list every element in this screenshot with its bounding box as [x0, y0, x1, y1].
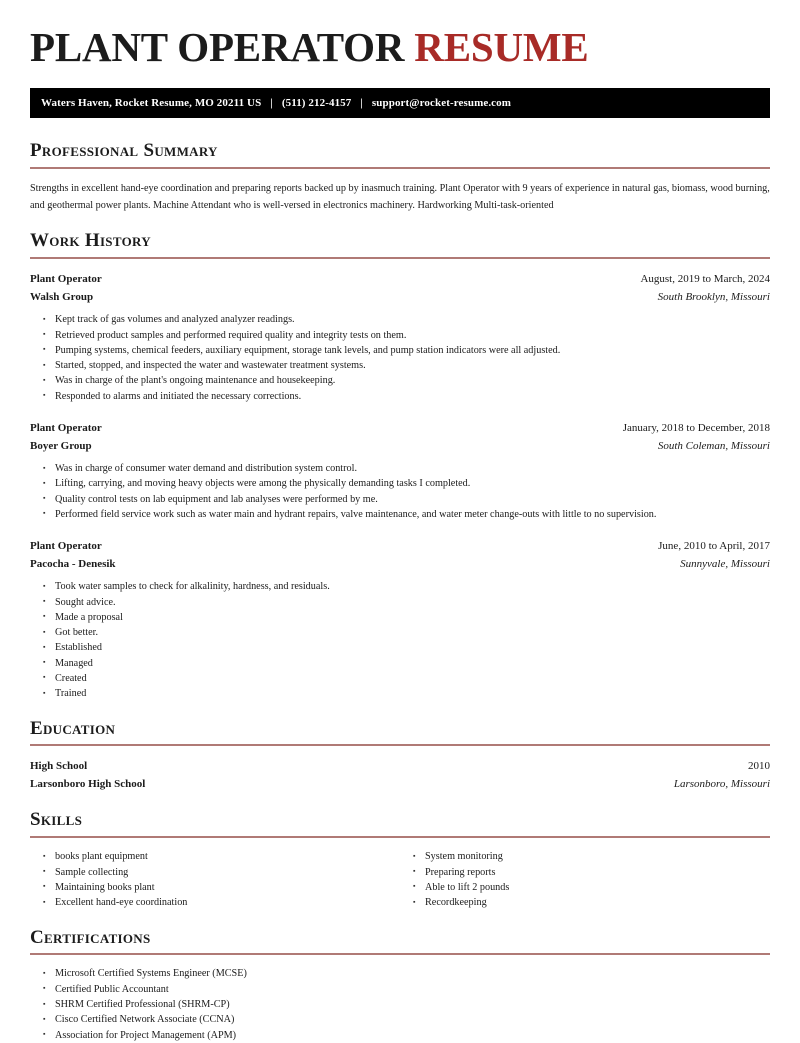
section-divider-skills	[30, 836, 770, 838]
spacer	[30, 702, 770, 719]
section-work-history	[30, 231, 770, 701]
list-item: ▪ Trained	[30, 686, 770, 701]
section-professional-summary	[30, 141, 770, 214]
list-item: ▪ Created	[30, 671, 770, 686]
work-entry	[30, 419, 770, 522]
job-title: Plant Operator	[30, 540, 102, 553]
list-item: ▪ Excellent hand-eye coordination	[30, 895, 400, 910]
education-year: 2010	[748, 760, 770, 773]
section-divider-summary	[30, 167, 770, 169]
education-school-row	[30, 775, 770, 793]
contact-address: Waters Haven, Rocket Resume, MO 20211 US	[41, 97, 262, 110]
summary-text: Strengths in excellent hand-eye coordination and preparing reports backed up by inasmuch training. Plant Operator with 9 years of experience in natural gas, biomass, wood burning, and geothermal power plants. Machine Attendant who is well-versed in electronics machinery. Hardworking Multi-task-oriented	[30, 183, 770, 212]
list-item: ▪ Performed field service work such as water main and hydrant repairs, valve maintenance, and water meter change-outs with little to no supervision.	[30, 507, 770, 522]
spacer	[30, 522, 770, 537]
contact-phone[interactable]: (511) 212-4157	[281, 97, 352, 110]
list-item: ▪ Sought advice.	[30, 595, 770, 610]
section-divider-education	[30, 744, 770, 746]
list-item: ▪ Made a proposal	[30, 610, 770, 625]
job-bullet-list	[30, 579, 770, 701]
list-item: ▪ books plant equipment	[30, 849, 400, 864]
spacer	[30, 793, 770, 810]
education-degree: High School	[30, 760, 88, 773]
work-entry-company-row	[30, 437, 770, 455]
section-divider-work-history	[30, 257, 770, 259]
list-item: ▪ Managed	[30, 656, 770, 671]
list-item: ▪ Recordkeeping	[400, 895, 770, 910]
section-skills	[30, 810, 770, 910]
list-item: ▪ Pumping systems, chemical feeders, auxiliary equipment, storage tank levels, and pump station indicators were all adjusted.	[30, 343, 770, 358]
education-location: Larsonboro, Missouri	[673, 778, 770, 791]
skills-list-left	[30, 849, 400, 910]
section-divider-certifications	[30, 953, 770, 955]
section-heading-education: Education	[30, 717, 116, 739]
list-item: ▪ Microsoft Certified Systems Engineer (MCSE)	[30, 966, 770, 981]
job-company: Pacocha - Denesik	[30, 558, 116, 571]
page-title	[30, 26, 770, 69]
contact-email[interactable]: support@rocket-resume.com	[371, 97, 512, 110]
list-item: ▪ Started, stopped, and inspected the water and wastewater treatment systems.	[30, 358, 770, 373]
work-entry	[30, 537, 770, 701]
title-role: PLANT OPERATOR	[30, 24, 405, 70]
list-item: ▪ Preparing reports	[400, 865, 770, 880]
skills-columns	[30, 849, 770, 910]
section-certifications	[30, 928, 770, 1043]
list-item: ▪ Retrieved product samples and performed required quality and integrity tests on them.	[30, 328, 770, 343]
title-accent: RESUME	[414, 24, 589, 70]
job-location: South Brooklyn, Missouri	[657, 291, 770, 304]
list-item: ▪ Was in charge of the plant's ongoing maintenance and housekeeping.	[30, 373, 770, 388]
list-item: ▪ Responded to alarms and initiated the necessary corrections.	[30, 389, 770, 404]
section-heading-summary: Professional Summary	[30, 140, 218, 162]
job-bullet-list	[30, 312, 770, 404]
section-education	[30, 719, 770, 794]
list-item: ▪ Was in charge of consumer water demand and distribution system control.	[30, 461, 770, 476]
list-item: ▪ Established	[30, 640, 770, 655]
education-entry	[30, 757, 770, 793]
spacer	[30, 214, 770, 231]
certifications-list	[30, 966, 770, 1042]
education-school: Larsonboro High School	[30, 778, 146, 791]
list-item: ▪ SHRM Certified Professional (SHRM-CP)	[30, 997, 770, 1012]
list-item: ▪ Able to lift 2 pounds	[400, 880, 770, 895]
list-item: ▪ System monitoring	[400, 849, 770, 864]
work-entry-title-row	[30, 419, 770, 437]
job-title: Plant Operator	[30, 422, 102, 435]
job-title: Plant Operator	[30, 273, 102, 286]
list-item: ▪ Kept track of gas volumes and analyzed analyzer readings.	[30, 312, 770, 327]
spacer	[30, 911, 770, 928]
list-item: ▪ Took water samples to check for alkalinity, hardness, and residuals.	[30, 579, 770, 594]
job-dates: June, 2010 to April, 2017	[658, 540, 770, 553]
work-entry-title-row	[30, 270, 770, 288]
contact-bar	[30, 88, 770, 118]
list-item: ▪ Cisco Certified Network Associate (CCNA)	[30, 1012, 770, 1027]
contact-separator-2: |	[360, 97, 363, 110]
section-heading-work-history: Work History	[30, 230, 151, 252]
list-item: ▪ Maintaining books plant	[30, 880, 400, 895]
list-item: ▪ Lifting, carrying, and moving heavy objects were among the physically demanding tasks I completed.	[30, 476, 770, 491]
section-heading-certifications: Certifications	[30, 926, 151, 948]
skills-column-right	[400, 849, 770, 910]
job-location: South Coleman, Missouri	[657, 440, 770, 453]
contact-separator-1: |	[270, 97, 273, 110]
section-heading-skills: Skills	[30, 809, 83, 831]
spacer	[30, 404, 770, 419]
job-dates: January, 2018 to December, 2018	[622, 422, 770, 435]
job-company: Walsh Group	[30, 291, 94, 304]
list-item: ▪ Certified Public Accountant	[30, 982, 770, 997]
list-item: ▪ Quality control tests on lab equipment and lab analyses were performed by me.	[30, 492, 770, 507]
skills-list-right	[400, 849, 770, 910]
list-item: ▪ Association for Project Management (APM)	[30, 1028, 770, 1043]
job-location: Sunnyvale, Missouri	[680, 558, 770, 571]
work-entry-company-row	[30, 288, 770, 306]
skills-column-left	[30, 849, 400, 910]
list-item: ▪ Got better.	[30, 625, 770, 640]
job-bullet-list	[30, 461, 770, 522]
job-dates: August, 2019 to March, 2024	[640, 273, 770, 286]
education-degree-row	[30, 757, 770, 775]
work-entry-company-row	[30, 555, 770, 573]
list-item: ▪ Sample collecting	[30, 865, 400, 880]
work-entry-title-row	[30, 537, 770, 555]
job-company: Boyer Group	[30, 440, 92, 453]
work-entry	[30, 270, 770, 404]
